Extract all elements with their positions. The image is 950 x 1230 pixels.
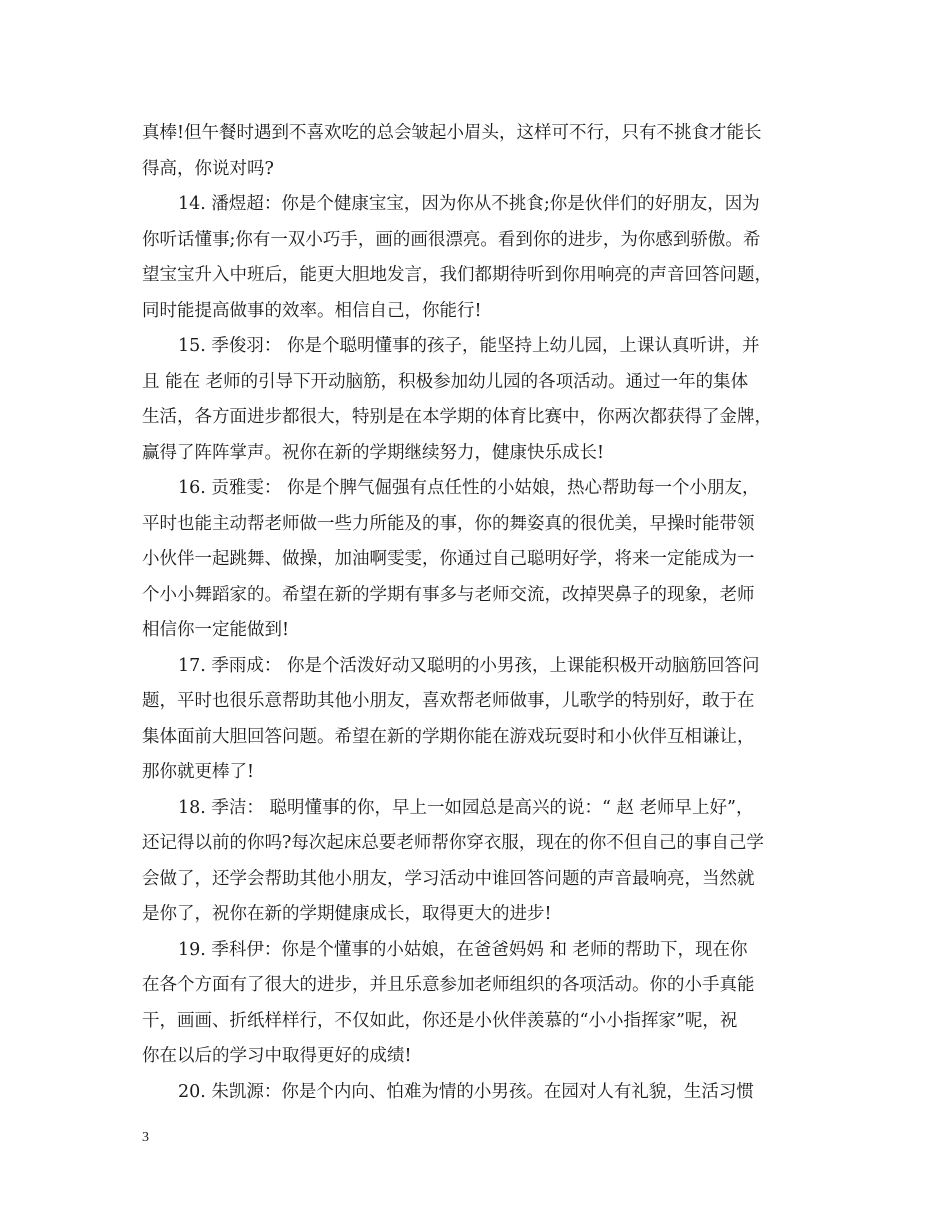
paragraph-first-line: 17. 季雨成： 你是个活泼好动又聪明的小男孩，上课能积极开动脑筋回答问 bbox=[178, 655, 760, 676]
paragraph-line: 你听话懂事;你有一双小巧手，画的画很漂亮。看到你的进步，为你感到骄傲。希 bbox=[142, 229, 761, 250]
paragraph-first-line: 20. 朱凯源：你是个内向、怕难为情的小男孩。在园对人有礼貌，生活习惯 bbox=[178, 1081, 754, 1102]
paragraph-first-line: 16. 贡雅雯： 你是个脾气倔强有点任性的小姑娘，热心帮助每一个小朋友， bbox=[178, 478, 760, 498]
paragraph-line: 干，画画、折纸样样行，不仅如此，你还是小伙伴羡慕的“小小指挥家”呢，祝 bbox=[142, 1010, 738, 1031]
paragraph-line: 你在以后的学习中取得更好的成绩! bbox=[142, 1046, 412, 1066]
paragraph-line: 那你就更棒了! bbox=[142, 762, 255, 782]
paragraph-line: 且 能在 老师的引导下开动脑筋，积极参加幼儿园的各项活动。通过一年的集体 bbox=[142, 371, 749, 392]
paragraph-line: 赢得了阵阵掌声。祝你在新的学期继续努力，健康快乐成长! bbox=[142, 442, 605, 463]
paragraph-line: 得高，你说对吗? bbox=[142, 158, 274, 179]
paragraph-line: 集体面前大胆回答问题。希望在新的学期你能在游戏玩耍时和小伙伴互相谦让， bbox=[142, 726, 755, 747]
paragraph-first-line: 18. 季洁： 聪明懂事的你，早上一如园总是高兴的说：“ 赵 老师早上好”， bbox=[178, 797, 754, 818]
paragraph-first-line: 14. 潘煜超：你是个健康宝宝，因为你从不挑食;你是伙伴们的好朋友，因为 bbox=[178, 194, 760, 214]
paragraph-line: 望宝宝升入中班后，能更大胆地发言，我们都期待听到你用响亮的声音回答问题， bbox=[142, 265, 772, 285]
paragraph-line: 题，平时也很乐意帮助其他小朋友，喜欢帮老师做事，儿歌学的特别好，敢于在 bbox=[142, 691, 755, 711]
paragraph-line: 生活，各方面进步都很大，特别是在本学期的体育比赛中，你两次都获得了金牌， bbox=[142, 407, 772, 427]
paragraph-line: 相信你一定能做到! bbox=[142, 620, 290, 640]
document-body bbox=[142, 116, 812, 1110]
paragraph-first-line: 15. 季俊羽： 你是个聪明懂事的孩子，能坚持上幼儿园，上课认真听讲，并 bbox=[178, 336, 760, 356]
paragraph-line: 真棒!但午餐时遇到不喜欢吃的总会皱起小眉头，这样可不行，只有不挑食才能长 bbox=[142, 123, 762, 143]
page-number: 3 bbox=[142, 1130, 149, 1145]
paragraph-line: 在各个方面有了很大的进步，并且乐意参加老师组织的各项活动。你的小手真能 bbox=[142, 975, 755, 995]
paragraph-line: 同时能提高做事的效率。相信自己，你能行! bbox=[142, 300, 482, 321]
paragraph-first-line: 19. 季科伊：你是个懂事的小姑娘，在爸爸妈妈 和 老师的帮助下，现在你 bbox=[178, 939, 748, 960]
paragraph-line: 小伙伴一起跳舞、做操，加油啊雯雯，你通过自己聪明好学，将来一定能成为一 bbox=[142, 549, 755, 569]
paragraph-line: 会做了，还学会帮助其他小朋友，学习活动中谁回答问题的声音最响亮，当然就 bbox=[142, 868, 755, 889]
paragraph-line: 是你了，祝你在新的学期健康成长，取得更大的进步! bbox=[142, 904, 552, 924]
paragraph-line: 个小小舞蹈家的。希望在新的学期有事多与老师交流，改掉哭鼻子的现象，老师 bbox=[142, 584, 755, 605]
paragraph-line: 平时也能主动帮老师做一些力所能及的事，你的舞姿真的很优美，早操时能带领 bbox=[142, 513, 755, 534]
paragraph-line: 还记得以前的你吗?每次起床总要老师帮你穿衣服，现在的你不但自己的事自己学 bbox=[142, 833, 764, 853]
